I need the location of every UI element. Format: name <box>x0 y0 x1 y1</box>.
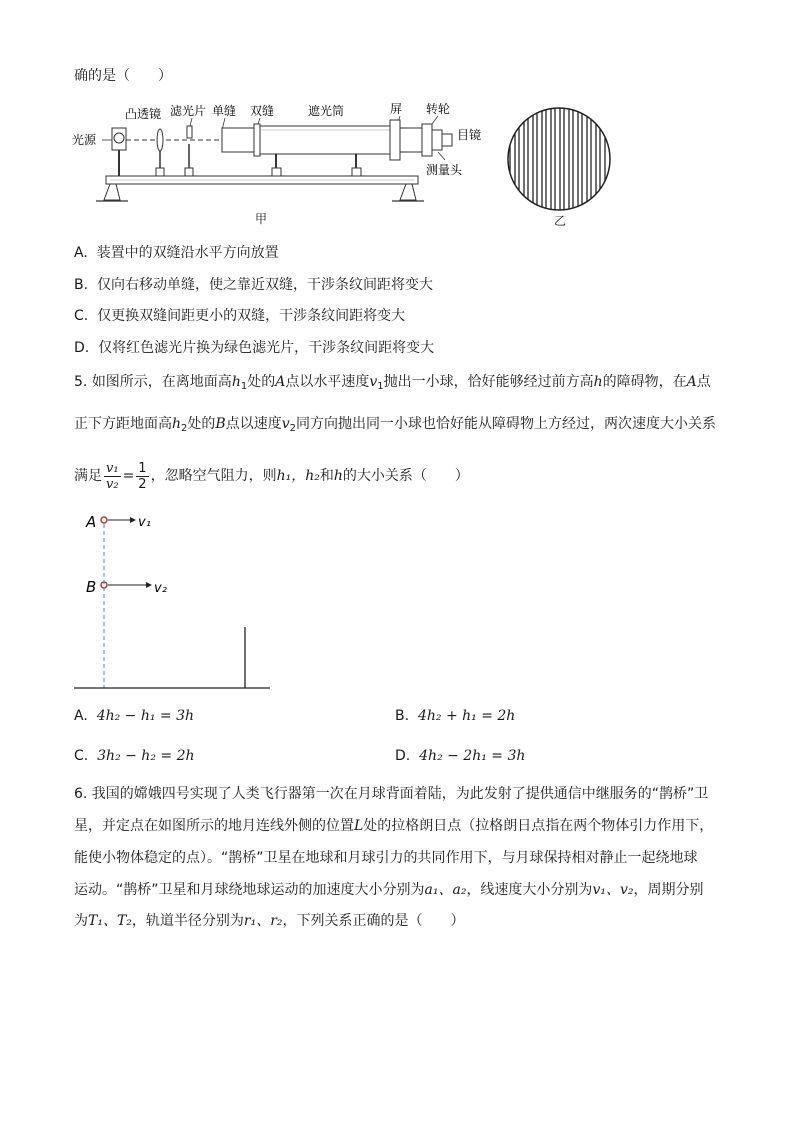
v1-over-v2-fraction: $\frac{\text{v₁}}{\text{v₂}}$ <box>106 460 119 492</box>
label-eyepiece: 目镜 <box>457 128 482 142</box>
label-wheel: 转轮 <box>426 102 451 116</box>
figure-jia-caption: 甲 <box>255 212 268 226</box>
q4-option-b[interactable]: B. 仅向右移动单缝，使之靠近双缝，干涉条纹间距将变大 <box>74 277 433 293</box>
q5-option-b[interactable]: B. 4h₂ + h₁ = 2h <box>395 708 516 724</box>
label-double-slit: 双缝 <box>250 104 275 118</box>
label-single-slit: 单缝 <box>212 104 237 118</box>
label-screen: 屏 <box>390 102 403 116</box>
figure-yi-caption: 乙 <box>554 214 567 228</box>
q4-option-a[interactable]: A. 装置中的双缝沿水平方向放置 <box>74 245 279 261</box>
q5-stem-line-3: 满足 $\frac{\text{v₁}}{\text{v₂}}$ = $\frac{1}{2}$ ，忽略空气阻力，则h₁，h₂和h的大小关系（ ） <box>74 460 469 492</box>
q4-stem-tail: 确的是（ ） <box>74 68 172 84</box>
q6-stem-line-4: 运动。“鹊桥”卫星和月球绕地球运动的加速度大小分别为a₁、a₂，线速度大小分别为v₁、v₂，周期分别 <box>74 882 704 898</box>
point-a-label: A <box>86 513 97 531</box>
v2-label: v₂ <box>154 581 167 596</box>
q5-option-c[interactable]: C. 3h₂ − h₂ = 2h <box>74 748 195 764</box>
q5-option-a[interactable]: A. 4h₂ − h₁ = 3h <box>74 708 195 724</box>
q6-stem-line-5: 为T₁、T₂，轨道半径分别为r₁、r₂，下列关系正确的是（ ） <box>74 913 465 929</box>
q4-option-d[interactable]: D. 仅将红色滤光片换为绿色滤光片，干涉条纹间距将变大 <box>74 340 435 356</box>
q5-option-d[interactable]: D. 4h₂ − 2h₁ = 3h <box>395 748 526 764</box>
q5-stem-line-1: 5. 如图所示，在离地面高$h_1$处的A点以水平速度$v_1$抛出一小球，恰好能够经过前方高h的障碍物，在A点 <box>74 374 711 392</box>
point-b-label: B <box>86 578 97 596</box>
q4-option-c[interactable]: C. 仅更换双缝间距更小的双缝，干涉条纹间距将变大 <box>74 308 406 324</box>
interference-fringes-figure <box>504 104 614 214</box>
double-slit-apparatus-figure <box>70 100 490 230</box>
q6-stem-line-1: 6. 我国的嫦娥四号实现了人类飞行器第一次在月球背面着陆，为此发射了提供通信中继服务的“鹊桥”卫 <box>74 786 709 802</box>
label-filter: 滤光片 <box>170 104 207 118</box>
projectile-figure <box>70 505 280 695</box>
label-hood: 遮光筒 <box>308 104 345 118</box>
one-half-fraction: $\frac{1}{2}$ <box>138 460 147 492</box>
label-light-source: 光源 <box>72 133 97 147</box>
label-measuring-head: 测量头 <box>426 163 463 177</box>
q6-stem-line-2: 星，并定点在如图所示的地月连线外侧的位置L处的拉格朗日点（拉格朗日点指在两个物体引力作用下， <box>74 818 714 834</box>
label-convex-lens: 凸透镜 <box>125 107 162 121</box>
v1-label: v₁ <box>138 515 151 530</box>
q6-stem-line-3: 能使小物体稳定的点）。“鹊桥”卫星在地球和月球引力的共同作用下，与月球保持相对静止一起绕地球 <box>74 850 698 866</box>
q5-stem-line-2: 正下方距地面高$h_2$处的B点以速度$v_2$同方向抛出同一小球也恰好能从障碍物上方经过，两次速度大小关系 <box>74 416 716 434</box>
